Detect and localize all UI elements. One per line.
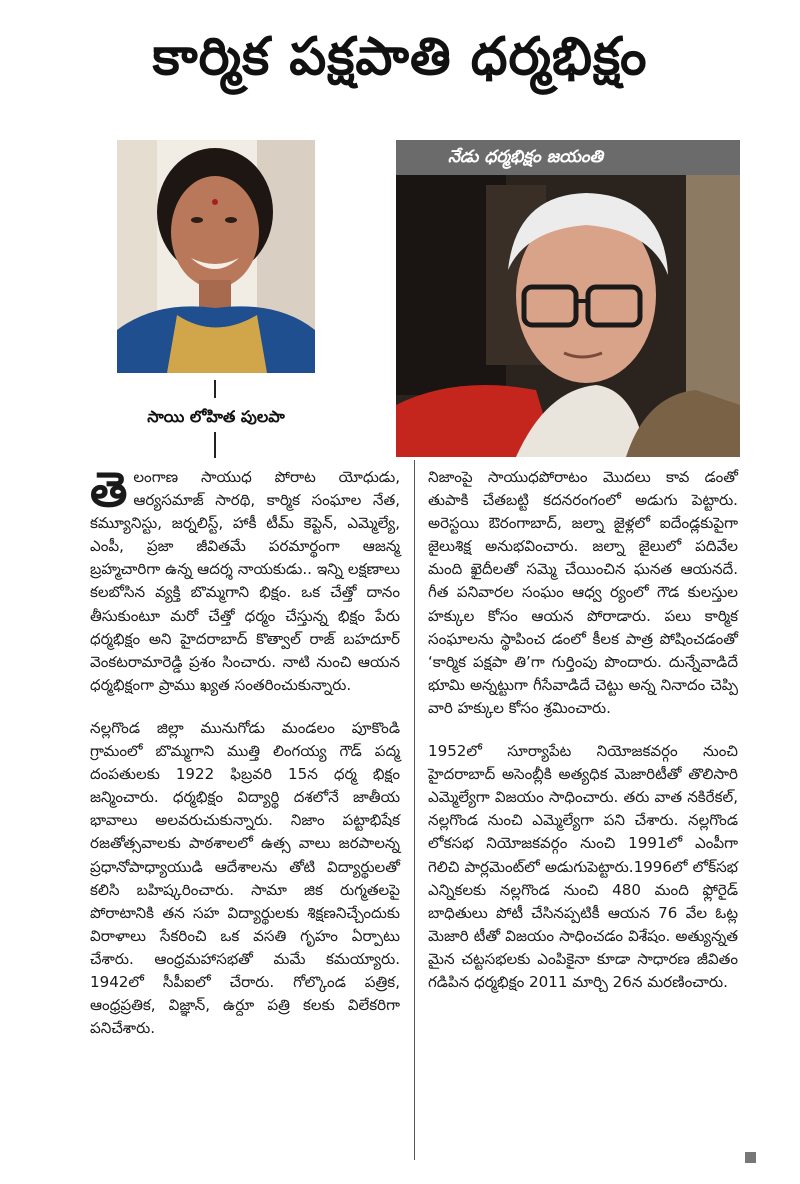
headline: కార్మిక పక్షపాతి ధర్మభిక్షం xyxy=(152,27,648,87)
paragraph: 1952లో సూర్యాపేట నియోజకవర్గం నుంచి హైదరాబాద్ అసెంబ్లీకి అత్యధిక మెజారిటీతో తొలిసారి ఎమ్మెల్యేగా విజయం సాధించారు. తరు వాత నకిరేకల్, నల్లగొండ నుంచి ఎమ్మెల్యేగా పని చేశారు. నల్లగొండ లోకసభ నియోజకవర్గం నుంచి 1991లో ఎంపీగా గెలిచి పార్లమెంట్‌లో అడుగుపెట్టారు.1996లో లోక్‌సభ ఎన్నికలకు నల్లగొండ నుంచి 480 మంది ఫ్లోరైడ్ బాధితులు పోటీ చేసినప్పటికీ ఆయన 76 వేల ఓట్ల మెజారి టీతో విజయం సాధించడం విశేషం. అత్యున్నత మైన చట్టసభలకు ఎంపికైనా కూడా సాధారణ జీవితం గడిపిన ధర్మభిక్షం 2011 మార్చి 26న మరణించారు. xyxy=(428,742,738,991)
column-divider xyxy=(414,460,415,1160)
article-column-left xyxy=(90,462,400,1060)
byline-rule-top xyxy=(214,380,216,398)
subject-photo xyxy=(396,175,740,457)
end-of-article-mark xyxy=(745,1152,756,1163)
byline-rule-bottom xyxy=(214,432,216,458)
dropcap: తె xyxy=(90,462,128,518)
kicker: నేడు ధర్మభిక్షం జయంతి xyxy=(396,140,740,175)
paragraph: నల్లగొండ జిల్లా మునుగోడు మండలం పూకొండి గ్రామంలో బొమ్మగాని ముత్తి లింగయ్య గౌడ్ పద్మ దంపతులకు 1922 ఫిబ్రవరి 15న ధర్మ భిక్షం జన్మించారు. ధర్మభిక్షం విద్యార్థి దశలోనే జాతీయ భావాలు అలవరుచుకున్నారు. నిజాం పట్టాభిషేక రజతోత్సవాలకు పాఠశాలలో ఉత్స వాలు జరపాలన్న ప్రధానోపాధ్యాయుడి ఆదేశాలను తోటి విద్యార్థులతో కలిసి బహిష్కరించారు. సామా జిక రుగ్మతలపై పోరాటానికి తన సహ విద్యార్థులకు శిక్షణనిచ్చేందుకు విరాళాలు సేకరించి ఒక వసతి గృహం ఏర్పాటు చేశారు. ఆంధ్రమహాసభతో మమే కమయ్యారు. 1942లో సీపీఐలో చేరారు. గోల్కొండ పత్రిక, ఆంధ్రప్రతిక, విజ్ఞాన్, ఉర్దూ పత్రి కలకు విలేకరిగా పనిచేశారు. xyxy=(90,718,400,1038)
article-column-right xyxy=(428,466,738,1014)
paragraph xyxy=(90,462,400,697)
paragraph: నిజాంపై సాయుధపోరాటం మొదలు కావ డంతో తుపాకి చేతబట్టి కదనరంగంలో అడుగు పెట్టారు. అరెస్టయి ఔరంగాబాద్, జల్నా జైళ్లలో ఐదేండ్లకుపైగా జైలుశిక్ష అనుభవించారు. జల్నా జైలులో పదివేల మంది ఖైదీలతో సమ్మె చేయించిన ఘనత ఆయనదే. గీత పనివారల సంఘం ఆధ్వ ర్యంలో గౌడ కులస్తుల హక్కుల కోసం ఆయన పోరాడారు. పలు కార్మిక సంఘాలను స్థాపించ డంలో కీలక పాత్ర పోషించడంతో ‘కార్మిక పక్షపా తి’గా గుర్తింపు పొందారు. దున్నేవాడిదే భూమి అన్నట్టుగా గీసేవాడిదే చెట్టు అన్న నినాదం చెప్పి వారి హక్కుల కోసం శ్రమించారు. xyxy=(428,468,738,717)
author-photo xyxy=(117,140,315,373)
paragraph-text: లంగాణ సాయుధ పోరాట యోధుడు, ఆర్యసమాజ్ సారథి, కార్మిక సంఘాల నేత, కమ్యూనిస్టు, జర్నలిస్ట్, హాకీ టీమ్ కెప్టెన్, ఎమ్మెల్యే, ఎంపీ, ప్రజా జీవితమే పరమార్థంగా ఆజన్మ బ్రహ్మచారిగా ఉన్న ఆదర్శ నాయకుడు.. ఇన్ని లక్షణాలు కలబోసిన వ్యక్తి బొమ్మగాని భిక్షం. ఒక చేత్తో దానం తీసుకుంటూ మరో చేత్తో ధర్మం చేస్తున్న భిక్షం పేరు ధర్మభిక్షం అని హైదరాబాద్ కొత్వాల్ రాజ్ బహదూర్ వెంకటరామారెడ్డి ప్రశం సించారు. నాటి నుంచి ఆయన ధర్మభిక్షంగా ప్రాము ఖ్యత సంతరించుకున్నారు. xyxy=(90,468,400,694)
author-portrait-image xyxy=(117,140,315,373)
dharmabhiksham-portrait-image xyxy=(396,175,740,457)
byline: సాయి లోహిత పులపా xyxy=(147,407,285,426)
